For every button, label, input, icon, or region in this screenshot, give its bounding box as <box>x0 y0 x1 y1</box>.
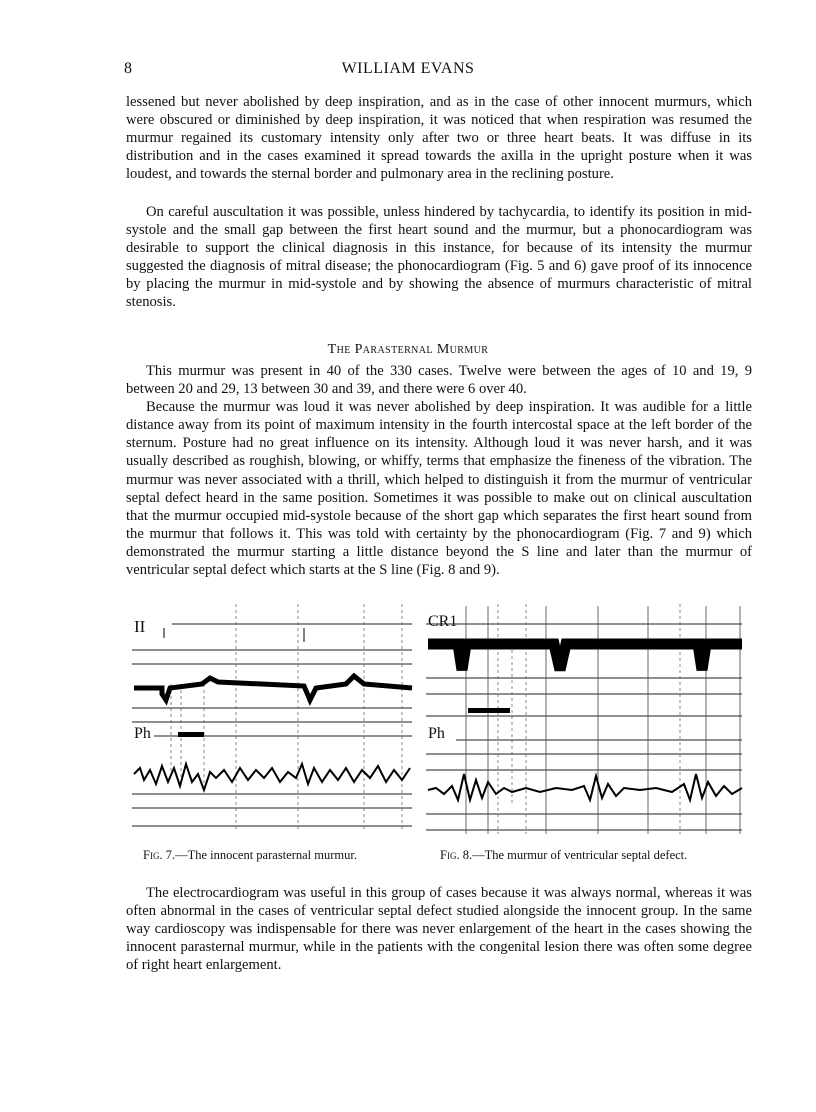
section-body <box>126 362 752 579</box>
caption-label: Fig. 8. <box>440 848 473 862</box>
paragraph-characteristics: Because the murmur was loud it was never abolished by deep inspiration. It was audible for a little distance away from its point of maximum intensity in the fourth intercostal space at the left border of the sternum. Posture had no great influence on its intensity. Although loud it was never harsh, and it was usually described as roughish, blowing, or whiffy, terms that emphasize the fineness of the vibration. The murmur was never associated with a thrill, which helped to distinguish it from the murmur of ventricular septal defect heard in the same position. Sometimes it was possible to make out on clinical auscultation that the murmur occupied mid-systole because of the short gap which separates the first heart sound from the murmur that follows it. This was told with certainty by the phonocardiogram (Fig. 7 and 9) which demonstrated the murmur starting a little distance beyond the S line and later than the murmur of ventricular septal defect which starts at the S line (Fig. 8 and 9). <box>126 399 752 579</box>
figure-7-caption <box>143 848 357 863</box>
paragraph-auscultation <box>126 203 752 312</box>
figure-8-tracing <box>426 604 744 836</box>
paragraph-electrocardiogram <box>126 884 752 974</box>
figure-7-tracing <box>132 604 414 834</box>
phono-label: Ph <box>134 725 151 742</box>
lead-label: CR1 <box>428 613 458 630</box>
caption-label: Fig. 7. <box>143 848 176 862</box>
running-head: WILLIAM EVANS <box>341 60 475 77</box>
figure-8-caption <box>440 848 687 863</box>
paragraph-text: lessened but never abolished by deep inspiration, and as in the case of other innocent murmurs, which were obscured or diminished by deep inspiration, it was noticed that when respiration was resumed the murmur regained its customary intensity only after two or three heart beats. It was diffuse in its distribution and in the cases examined it spread towards the axilla in the upright posture when it was loudest, and towards the sternal border and pulmonary area in the reclining posture. <box>126 94 752 183</box>
caption-text: —The murmur of ventricular septal defect. <box>472 848 688 862</box>
section-heading: The Parasternal Murmur <box>327 342 489 357</box>
phonocardiogram-image <box>426 604 744 836</box>
page-number: 8 <box>124 60 132 77</box>
paragraph-incidence: This murmur was present in 40 of the 330 cases. Twelve were between the ages of 10 and 19, 9 between 20 and 29, 13 between 30 and 39, and there were 6 over 40. <box>126 363 752 398</box>
paragraph-continuation <box>126 93 752 183</box>
lead-label: II <box>134 617 146 636</box>
phono-label: Ph <box>428 725 445 742</box>
phonocardiogram-image <box>132 604 414 834</box>
paragraph-text: On careful auscultation it was possible, unless hindered by tachycardia, to identify its position in mid-systole and the small gap between the first heart sound and the murmur, but a phonocardiogram was desirable to support the clinical diagnosis in this instance, for because of its intensity the murmur suggested the diagnosis of mitral disease; the phonocardiogram (Fig. 5 and 6) gave proof of its innocence by placing the murmur in mid-systole and by showing the absence of murmurs characteristic of mitral stenosis. <box>126 204 752 311</box>
paragraph-text: The electrocardiogram was useful in this group of cases because it was always normal, whereas it was often abnormal in the cases of ventricular septal defect studied alongside the innocent group. In the same way cardioscopy was indispensable for there was never enlargement of the heart in the cases showing the innocent parasternal murmur, while in the patients with the congenital lesion there was often some degree of right heart enlargement. <box>126 885 752 974</box>
caption-text: —The innocent parasternal murmur. <box>175 848 357 862</box>
